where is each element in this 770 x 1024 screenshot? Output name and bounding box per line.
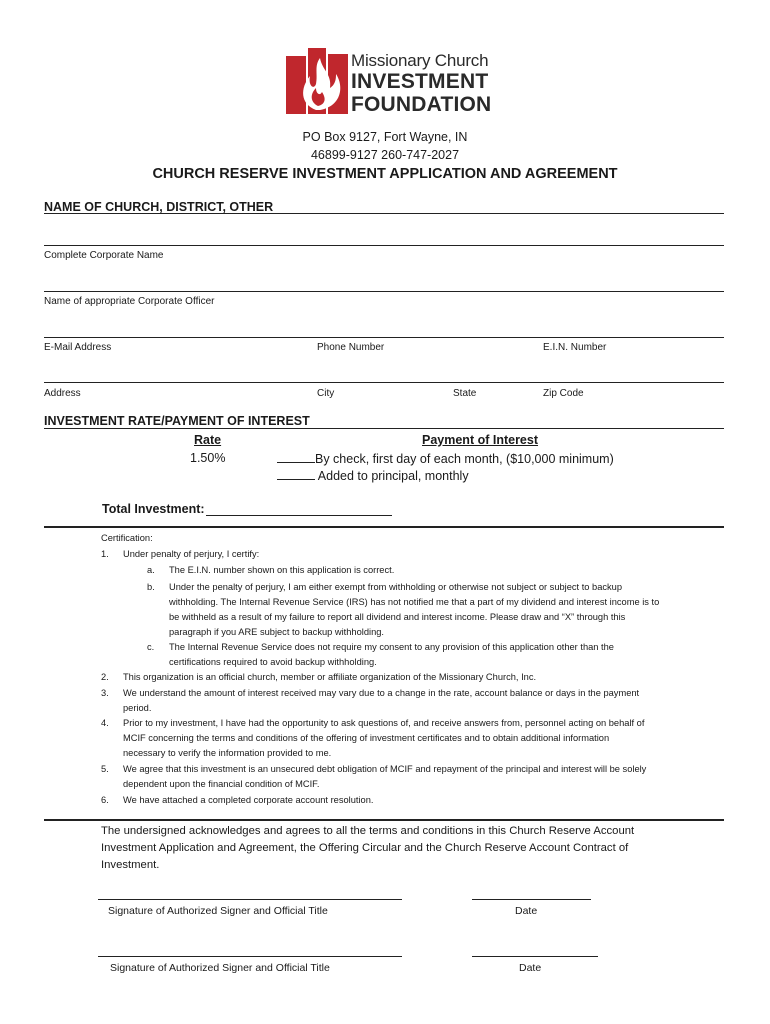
cert-item-2-num: 2. xyxy=(101,672,109,682)
signature-line-2[interactable] xyxy=(98,956,402,957)
cert-item-1-text: Under penalty of perjury, I certify: xyxy=(123,549,260,559)
corporate-officer-label: Name of appropriate Corporate Officer xyxy=(44,296,215,307)
address-line-2: 46899-9127 260-747-2027 xyxy=(310,148,460,162)
page-title: CHURCH RESERVE INVESTMENT APPLICATION AND AGREEMENT xyxy=(152,166,618,182)
date-line-1[interactable] xyxy=(472,899,591,900)
investment-section-heading: INVESTMENT RATE/PAYMENT OF INTEREST xyxy=(44,414,310,428)
option-check-label: By check, first day of each month, ($10,000 minimum) xyxy=(315,452,614,466)
phone-label: Phone Number xyxy=(317,342,385,353)
cert-item-1a-num: a. xyxy=(147,565,155,575)
section-divider xyxy=(44,526,724,528)
cert-line: certifications required to avoid backup withholding. xyxy=(169,657,377,667)
cert-item-1a-text: The E.I.N. number shown on this application is correct. xyxy=(169,565,395,575)
zip-label: Zip Code xyxy=(543,388,584,399)
cert-item-1c-num: c. xyxy=(147,642,155,652)
cert-line: This organization is an official church, member or affiliate organization of the Missionary Church, Inc. xyxy=(123,672,537,682)
cert-item-6-num: 6. xyxy=(101,795,109,805)
rate-value: 1.50% xyxy=(190,451,226,465)
ack-line: The undersigned acknowledges and agrees to all the terms and conditions in this Church Reserve Account xyxy=(101,825,635,837)
cert-line: The Internal Revenue Service does not require my consent to any provision of this application other than the xyxy=(169,642,614,652)
address-label: Address xyxy=(44,388,81,399)
cert-line: We understand the amount of interest received may vary due to a change in the rate, account balance or days in the payment xyxy=(123,688,640,698)
email-label: E-Mail Address xyxy=(44,342,112,353)
investment-heading-rule xyxy=(44,428,724,429)
acknowledgement-text xyxy=(101,823,634,874)
address-line-1: PO Box 9127, Fort Wayne, IN xyxy=(302,130,468,144)
cert-item-4-text xyxy=(123,716,644,761)
signature-line-1[interactable] xyxy=(98,899,402,900)
cert-line: We have attached a completed corporate account resolution. xyxy=(123,795,374,805)
state-label: State xyxy=(453,388,477,399)
cert-item-5-text xyxy=(123,762,646,792)
cert-line: MCIF concerning the terms and conditions of the offering of investment certificates and to obtain additional information xyxy=(123,733,610,743)
cert-line: Under the penalty of perjury, I am either exempt from withholding or otherwise not subject or subject to backup xyxy=(169,582,623,592)
rate-header: Rate xyxy=(194,433,222,447)
payment-option-check[interactable] xyxy=(277,451,614,466)
cert-item-5-num: 5. xyxy=(101,764,109,774)
city-label: City xyxy=(317,388,335,399)
logo-line-3: FOUNDATION xyxy=(351,93,492,116)
address-row-field[interactable] xyxy=(44,382,724,383)
cert-item-1c-text xyxy=(169,640,614,670)
certification-heading: Certification: xyxy=(101,533,153,543)
cert-line: dependent upon the financial condition of MCIF. xyxy=(123,779,320,789)
cert-item-3-text xyxy=(123,686,639,716)
cert-line: Prior to my investment, I have had the opportunity to ask questions of, and receive answers from, personnel acting on behalf of xyxy=(123,718,645,728)
payment-option-principal[interactable] xyxy=(277,468,469,483)
date-label-2: Date xyxy=(519,962,542,974)
signer-label-2: Signature of Authorized Signer and Official Title xyxy=(110,962,330,974)
option-check-blank[interactable] xyxy=(277,451,315,463)
ack-line: Investment Application and Agreement, the Offering Circular and the Church Reserve Account Contract of xyxy=(101,842,629,854)
acknowledgement-divider xyxy=(44,819,724,821)
corporate-officer-field[interactable] xyxy=(44,291,724,292)
corporate-name-field[interactable] xyxy=(44,245,724,246)
cert-line: We agree that this investment is an unsecured debt obligation of MCIF and repayment of the principal and interest will be solely xyxy=(123,764,647,774)
cert-item-1-num: 1. xyxy=(101,549,109,559)
logo-line-1: Missionary Church xyxy=(351,51,489,70)
option-principal-blank[interactable] xyxy=(277,468,315,480)
cert-item-6-text xyxy=(123,793,373,808)
cert-item-1b-text xyxy=(169,580,659,640)
contact-row-field[interactable] xyxy=(44,337,724,338)
ein-label: E.I.N. Number xyxy=(543,342,607,353)
cert-line: period. xyxy=(123,703,152,713)
date-label-1: Date xyxy=(515,905,538,917)
ack-line: Investment. xyxy=(101,859,160,871)
corporate-name-label: Complete Corporate Name xyxy=(44,250,164,261)
date-line-2[interactable] xyxy=(472,956,598,957)
payment-header: Payment of Interest xyxy=(422,433,539,447)
cert-line: paragraph if you ARE subject to backup withholding. xyxy=(169,627,384,637)
cert-item-2-text xyxy=(123,670,536,685)
cert-item-3-num: 3. xyxy=(101,688,109,698)
cert-item-4-num: 4. xyxy=(101,718,109,728)
total-investment-field[interactable] xyxy=(206,515,392,516)
cert-line: withholding. The Internal Revenue Service (IRS) has not notified me that a part of my dividend and interest income is to xyxy=(169,597,660,607)
heading-rule xyxy=(44,213,724,214)
cert-line: be withheld as a result of my failure to report all dividend and interest income. Please draw and “X” through this xyxy=(169,612,626,622)
logo-wordmark xyxy=(351,52,491,115)
cert-line: necessary to verify the information provided to me. xyxy=(123,748,332,758)
signer-label-1: Signature of Authorized Signer and Official Title xyxy=(108,905,328,917)
total-investment-label: Total Investment: xyxy=(102,502,205,516)
logo-line-2: INVESTMENT xyxy=(351,70,489,93)
option-principal-label: Added to principal, monthly xyxy=(317,469,469,483)
name-section-heading: NAME OF CHURCH, DISTRICT, OTHER xyxy=(44,200,274,214)
cert-item-1b-num: b. xyxy=(147,582,155,592)
